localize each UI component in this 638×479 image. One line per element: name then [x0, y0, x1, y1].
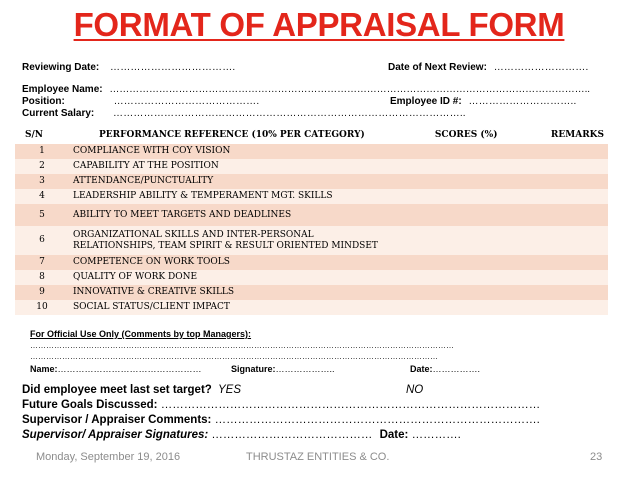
table-row [15, 144, 608, 159]
row-sn: 8 [15, 270, 69, 285]
row-sn: 5 [15, 204, 69, 226]
row-remarks-cell[interactable] [537, 189, 608, 204]
current-salary-dots: ………………………………………………………………………………………….. [113, 108, 466, 119]
position-dots: ……………………………………. [113, 96, 260, 107]
row-sn: 9 [15, 285, 69, 300]
target-no-label: NO [406, 384, 424, 396]
row-score-cell[interactable] [421, 144, 537, 159]
target-no-option[interactable] [406, 384, 423, 396]
target-question [22, 384, 241, 396]
row-reference: CAPABILITY AT THE POSITION [69, 159, 421, 174]
row-reference: LEADERSHIP ABILITY & TEMPERAMENT MGT. SKILLS [69, 189, 421, 204]
official-signature-dots: ……………….. [275, 364, 335, 374]
row-reference: INNOVATIVE & CREATIVE SKILLS [69, 285, 421, 300]
employee-name-field[interactable] [22, 84, 590, 95]
row-sn: 10 [15, 300, 69, 315]
next-review-dots: ………………………. [493, 62, 589, 73]
row-remarks-cell[interactable] [537, 174, 608, 189]
official-use-heading: For Official Use Only (Comments by top Managers): [30, 329, 252, 339]
row-sn: 7 [15, 255, 69, 270]
table-header-row [15, 126, 608, 144]
row-score-cell[interactable] [421, 204, 537, 226]
employee-id-field[interactable] [390, 96, 576, 107]
current-salary-label: Current Salary: [22, 108, 95, 119]
appraiser-date-label: Date: [379, 429, 409, 441]
table-row [15, 204, 608, 226]
row-score-cell[interactable] [421, 255, 537, 270]
row-reference-line-2: RELATIONSHIPS, TEAM SPIRIT & RESULT ORIENTED MINDSET [72, 240, 378, 251]
appraiser-comments-label: Supervisor / Appraiser Comments: [22, 414, 212, 426]
official-name-field[interactable] [30, 364, 202, 374]
row-score-cell[interactable] [421, 226, 537, 255]
official-name-dots: ………………………………………… [57, 364, 202, 374]
page-title: FORMAT OF APPRAISAL FORM [73, 6, 565, 43]
appraiser-signatures-dots: …………………………………… [211, 429, 373, 441]
row-sn: 3 [15, 174, 69, 189]
row-score-cell[interactable] [421, 270, 537, 285]
next-review-label: Date of Next Review: [388, 62, 487, 73]
target-question-label: Did employee meet last set target? [22, 384, 212, 396]
table-row [15, 285, 608, 300]
table-row [15, 189, 608, 204]
official-date-field[interactable] [410, 364, 480, 374]
table-row [15, 159, 608, 174]
appraiser-date-dots: …………. [411, 429, 461, 441]
official-comment-line-2[interactable]: ……………………………………………………………………………………………………………………………………… [30, 352, 438, 361]
reviewing-date-label: Reviewing Date: [22, 62, 100, 73]
row-reference: COMPLIANCE WITH COY VISION [69, 144, 421, 159]
row-reference [69, 226, 421, 255]
row-remarks-cell[interactable] [537, 270, 608, 285]
row-remarks-cell[interactable] [537, 144, 608, 159]
appraiser-comments-field[interactable] [22, 414, 540, 426]
row-sn: 2 [15, 159, 69, 174]
row-remarks-cell[interactable] [537, 204, 608, 226]
official-comment-line-1[interactable]: …………………………………………………………………………………………………………………………………………… [30, 341, 454, 350]
row-sn: 6 [15, 226, 69, 255]
target-yes-option[interactable]: YES [218, 384, 242, 396]
table-row [15, 174, 608, 189]
employee-id-label: Employee ID #: [390, 96, 462, 107]
performance-table [15, 126, 608, 315]
reviewing-date-field[interactable] [22, 62, 235, 73]
position-field[interactable] [22, 96, 259, 107]
position-label: Position: [22, 96, 65, 107]
table-row [15, 300, 608, 315]
official-signature-field[interactable] [231, 364, 335, 374]
appraiser-comments-dots: …………………………………………………………………………. [214, 414, 540, 426]
next-review-field[interactable] [388, 62, 588, 73]
table-row [15, 255, 608, 270]
official-name-label: Name: [30, 364, 58, 374]
page-number: 23 [590, 451, 603, 463]
reviewing-date-dots: ………………………………. [110, 62, 236, 73]
row-sn: 4 [15, 189, 69, 204]
row-reference-line-1: ORGANIZATIONAL SKILLS AND INTER-PERSONAL [72, 229, 314, 240]
footer-date: Monday, September 19, 2016 [36, 451, 181, 463]
employee-name-dots: ……………………………………………………………………………………………………………………………….. [109, 84, 590, 95]
official-date-label: Date: [410, 364, 433, 374]
column-header-scores: SCORES (%) [421, 126, 537, 144]
employee-name-label: Employee Name: [22, 84, 103, 95]
column-header-remarks: REMARKS [537, 126, 608, 144]
future-goals-label: Future Goals Discussed: [22, 399, 158, 411]
row-reference: ATTENDANCE/PUNCTUALITY [69, 174, 421, 189]
future-goals-dots: ……………………………………………………………………………………… [160, 399, 541, 411]
table-row [15, 270, 608, 285]
row-reference: SOCIAL STATUS/CLIENT IMPACT [69, 300, 421, 315]
appraiser-signatures-field[interactable] [22, 429, 461, 441]
row-score-cell[interactable] [421, 174, 537, 189]
footer-company: THRUSTAZ ENTITIES & CO. [246, 451, 390, 463]
row-remarks-cell[interactable] [537, 159, 608, 174]
column-header-sn: S/N [15, 126, 69, 144]
row-score-cell[interactable] [421, 285, 537, 300]
row-reference: COMPETENCE ON WORK TOOLS [69, 255, 421, 270]
table-row [15, 226, 608, 255]
column-header-performance-reference: PERFORMANCE REFERENCE (10% PER CATEGORY) [69, 126, 421, 144]
appraiser-signatures-label: Supervisor/ Appraiser Signatures: [22, 429, 209, 441]
official-date-dots: ……………. [432, 364, 481, 374]
row-reference: ABILITY TO MEET TARGETS AND DEADLINES [69, 204, 421, 226]
row-score-cell[interactable] [421, 159, 537, 174]
row-reference: QUALITY OF WORK DONE [69, 270, 421, 285]
official-signature-label: Signature: [231, 364, 276, 374]
row-score-cell[interactable] [421, 189, 537, 204]
row-remarks-cell[interactable] [537, 285, 608, 300]
future-goals-field[interactable] [22, 399, 540, 411]
current-salary-field[interactable] [22, 108, 466, 119]
row-remarks-cell[interactable] [537, 226, 608, 255]
row-sn: 1 [15, 144, 69, 159]
employee-id-dots: ………………………….. [468, 96, 577, 107]
row-remarks-cell[interactable] [537, 300, 608, 315]
row-remarks-cell[interactable] [537, 255, 608, 270]
row-score-cell[interactable] [421, 300, 537, 315]
